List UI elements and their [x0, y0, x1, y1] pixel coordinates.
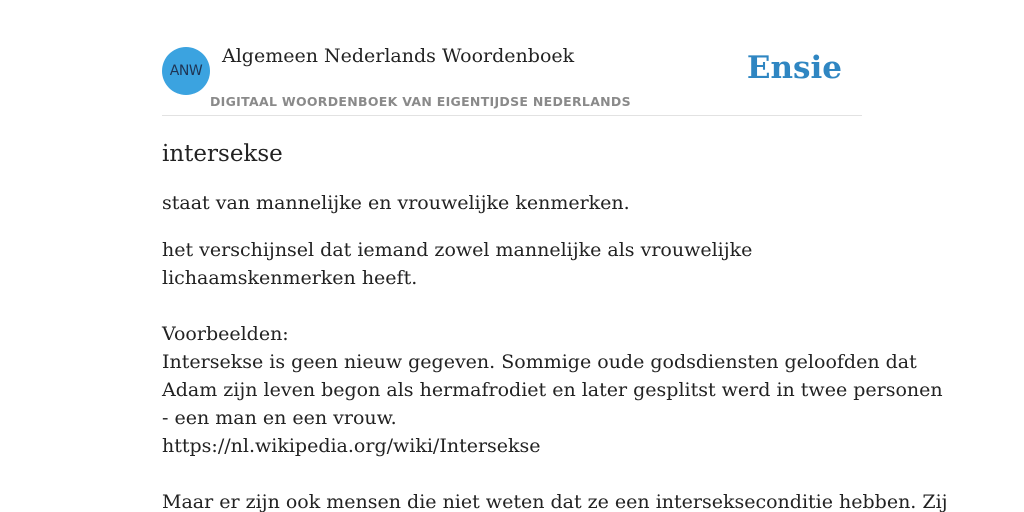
explanation-line: lichaamskenmerken heeft.	[162, 267, 418, 289]
site-title[interactable]: Algemeen Nederlands Woordenboek	[222, 45, 575, 67]
example-source-link[interactable]: https://nl.wikipedia.org/wiki/Intersekse	[162, 435, 541, 457]
spacer	[162, 292, 862, 320]
ensie-brand-link[interactable]: Ensie	[746, 50, 842, 86]
site-tagline: DIGITAAL WOORDENBOEK VAN EIGENTIJDSE NEDERLANDS	[210, 94, 631, 109]
examples-label: Voorbeelden:	[162, 323, 289, 345]
example-line: - een man en een vrouw.	[162, 407, 397, 429]
explanation-line: het verschijnsel dat iemand zowel mannelijke als vrouwelijke	[162, 239, 753, 261]
anw-logo[interactable]: ANW	[162, 47, 210, 95]
entry-content	[162, 137, 948, 512]
spacer	[162, 460, 862, 488]
entry-headword: intersekse	[162, 141, 283, 167]
entry-definition: staat van mannelijke en vrouwelijke kenmerken.	[162, 192, 630, 214]
example-line: Maar er zijn ook mensen die niet weten dat ze een intersekseconditie hebben. Zij	[162, 491, 948, 512]
example-line: Adam zijn leven begon als hermafrodiet en later gesplitst werd in twee personen	[162, 379, 943, 401]
example-line: Intersekse is geen nieuw gegeven. Sommige oude godsdiensten geloofden dat	[162, 351, 917, 373]
entry-explanation	[162, 236, 948, 512]
site-header	[162, 0, 862, 116]
